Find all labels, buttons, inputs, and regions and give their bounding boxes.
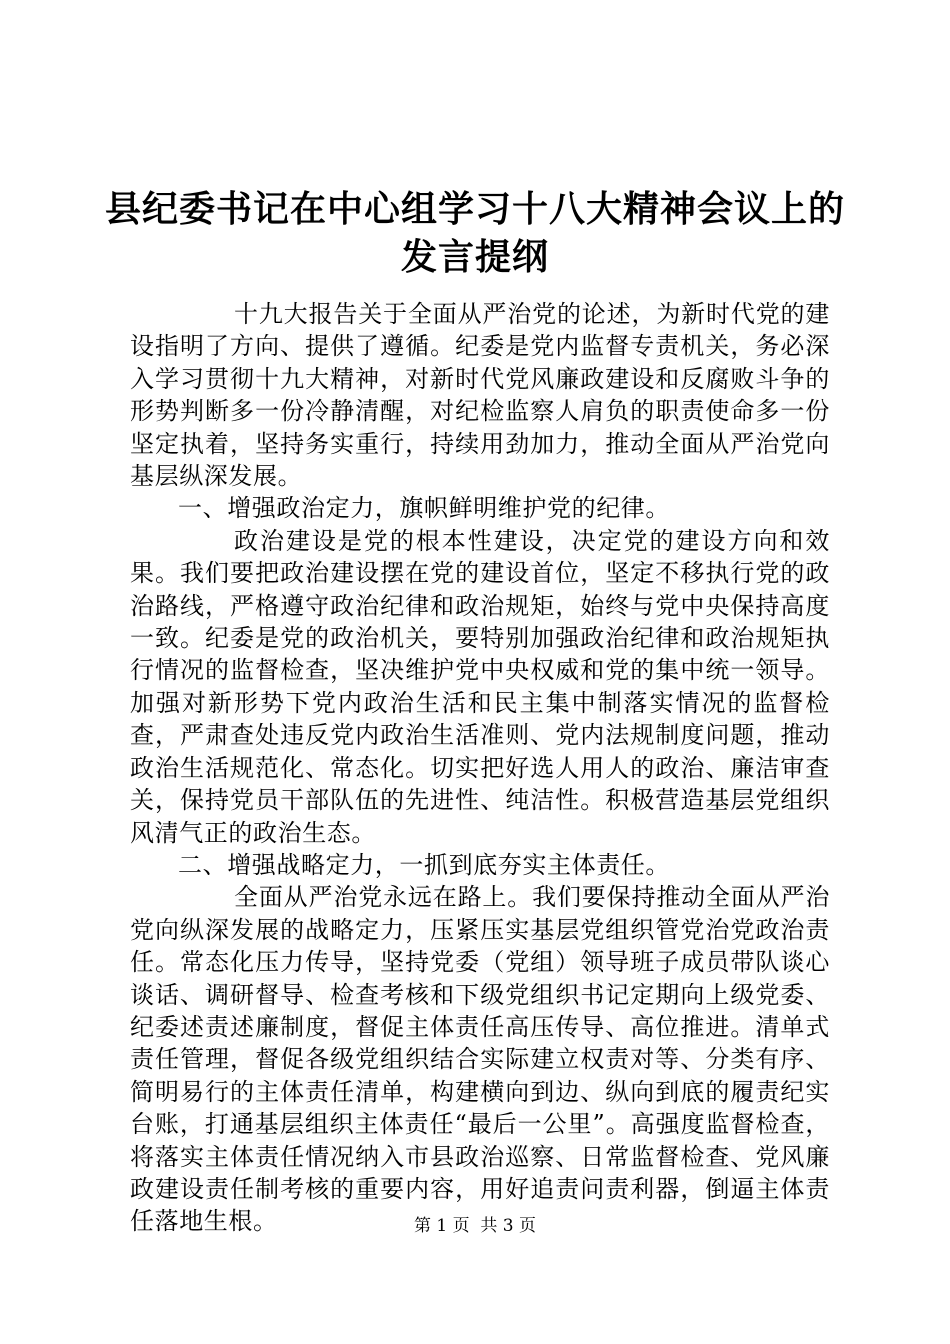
page-number-footer: 第 1 页 共 3 页 <box>413 1216 537 1236</box>
section-heading-2: 二、增强战略定力，一抓到底夯实主体责任。 <box>178 850 670 879</box>
paragraph-section-1: 政治建设是党的根本性建设，决定党的建设方向和效果。我们要把政治建设摆在党的建设首位，坚定不移执行党的政治路线，严格遵守政治纪律和政治规矩，始终与党中央保持高度一致。纪委是党的政治机关，要特别加强政治纪律和政治规矩执行情况的监督检查，坚决维护党中央权威和党的集中统一领导。加强对新形势下党内政治生活和民主集中制落实情况的监督检查，严肃查处违反党内政治生活准则、党内法规制度问题，推动政治生活规范化、常态化。切实把好选人用人的政治、廉洁审查关，保持党员干部队伍的先进性、纯洁性。积极营造基层党组织风清气正的政治生态。 <box>130 526 830 847</box>
document-title-line2: 发言提纲 <box>400 237 549 278</box>
document-body <box>130 298 830 1238</box>
document-title-line1: 县纪委书记在中心组学习十八大精神会议上的 <box>104 189 845 230</box>
paragraph-intro: 十九大报告关于全面从严治党的论述，为新时代党的建设指明了方向、提供了遵循。纪委是党内监督专责机关，务必深入学习贯彻十九大精神，对新时代党风廉政建设和反腐败斗争的形势判断多一份冷静清醒，对纪检监察人肩负的职责使命多一份坚定执着，坚持务实重行，持续用劲加力，推动全面从严治党向基层纵深发展。 <box>130 300 830 491</box>
paragraph-section-2: 全面从严治党永远在路上。我们要保持推动全面从严治党向纵深发展的战略定力，压紧压实基层党组织管党治党政治责任。常态化压力传导，坚持党委（党组）领导班子成员带队谈心谈话、调研督导、检查考核和下级党组织书记定期向上级党委、纪委述责述廉制度，督促主体责任高压传导、高位推进。清单式责任管理，督促各级党组织结合实际建立权责对等、分类有序、简明易行的主体责任清单，构建横向到边、纵向到底的履责纪实台账，打通基层组织主体责任“最后一公里”。高强度监督检查，将落实主体责任情况纳入市县政治巡察、日常监督检查、党风廉政建设责任制考核的重要内容，用好追责问责利器，倒逼主体责任落地生根。 <box>130 883 830 1236</box>
section-heading-1: 一、增强政治定力，旗帜鲜明维护党的纪律。 <box>178 494 670 523</box>
